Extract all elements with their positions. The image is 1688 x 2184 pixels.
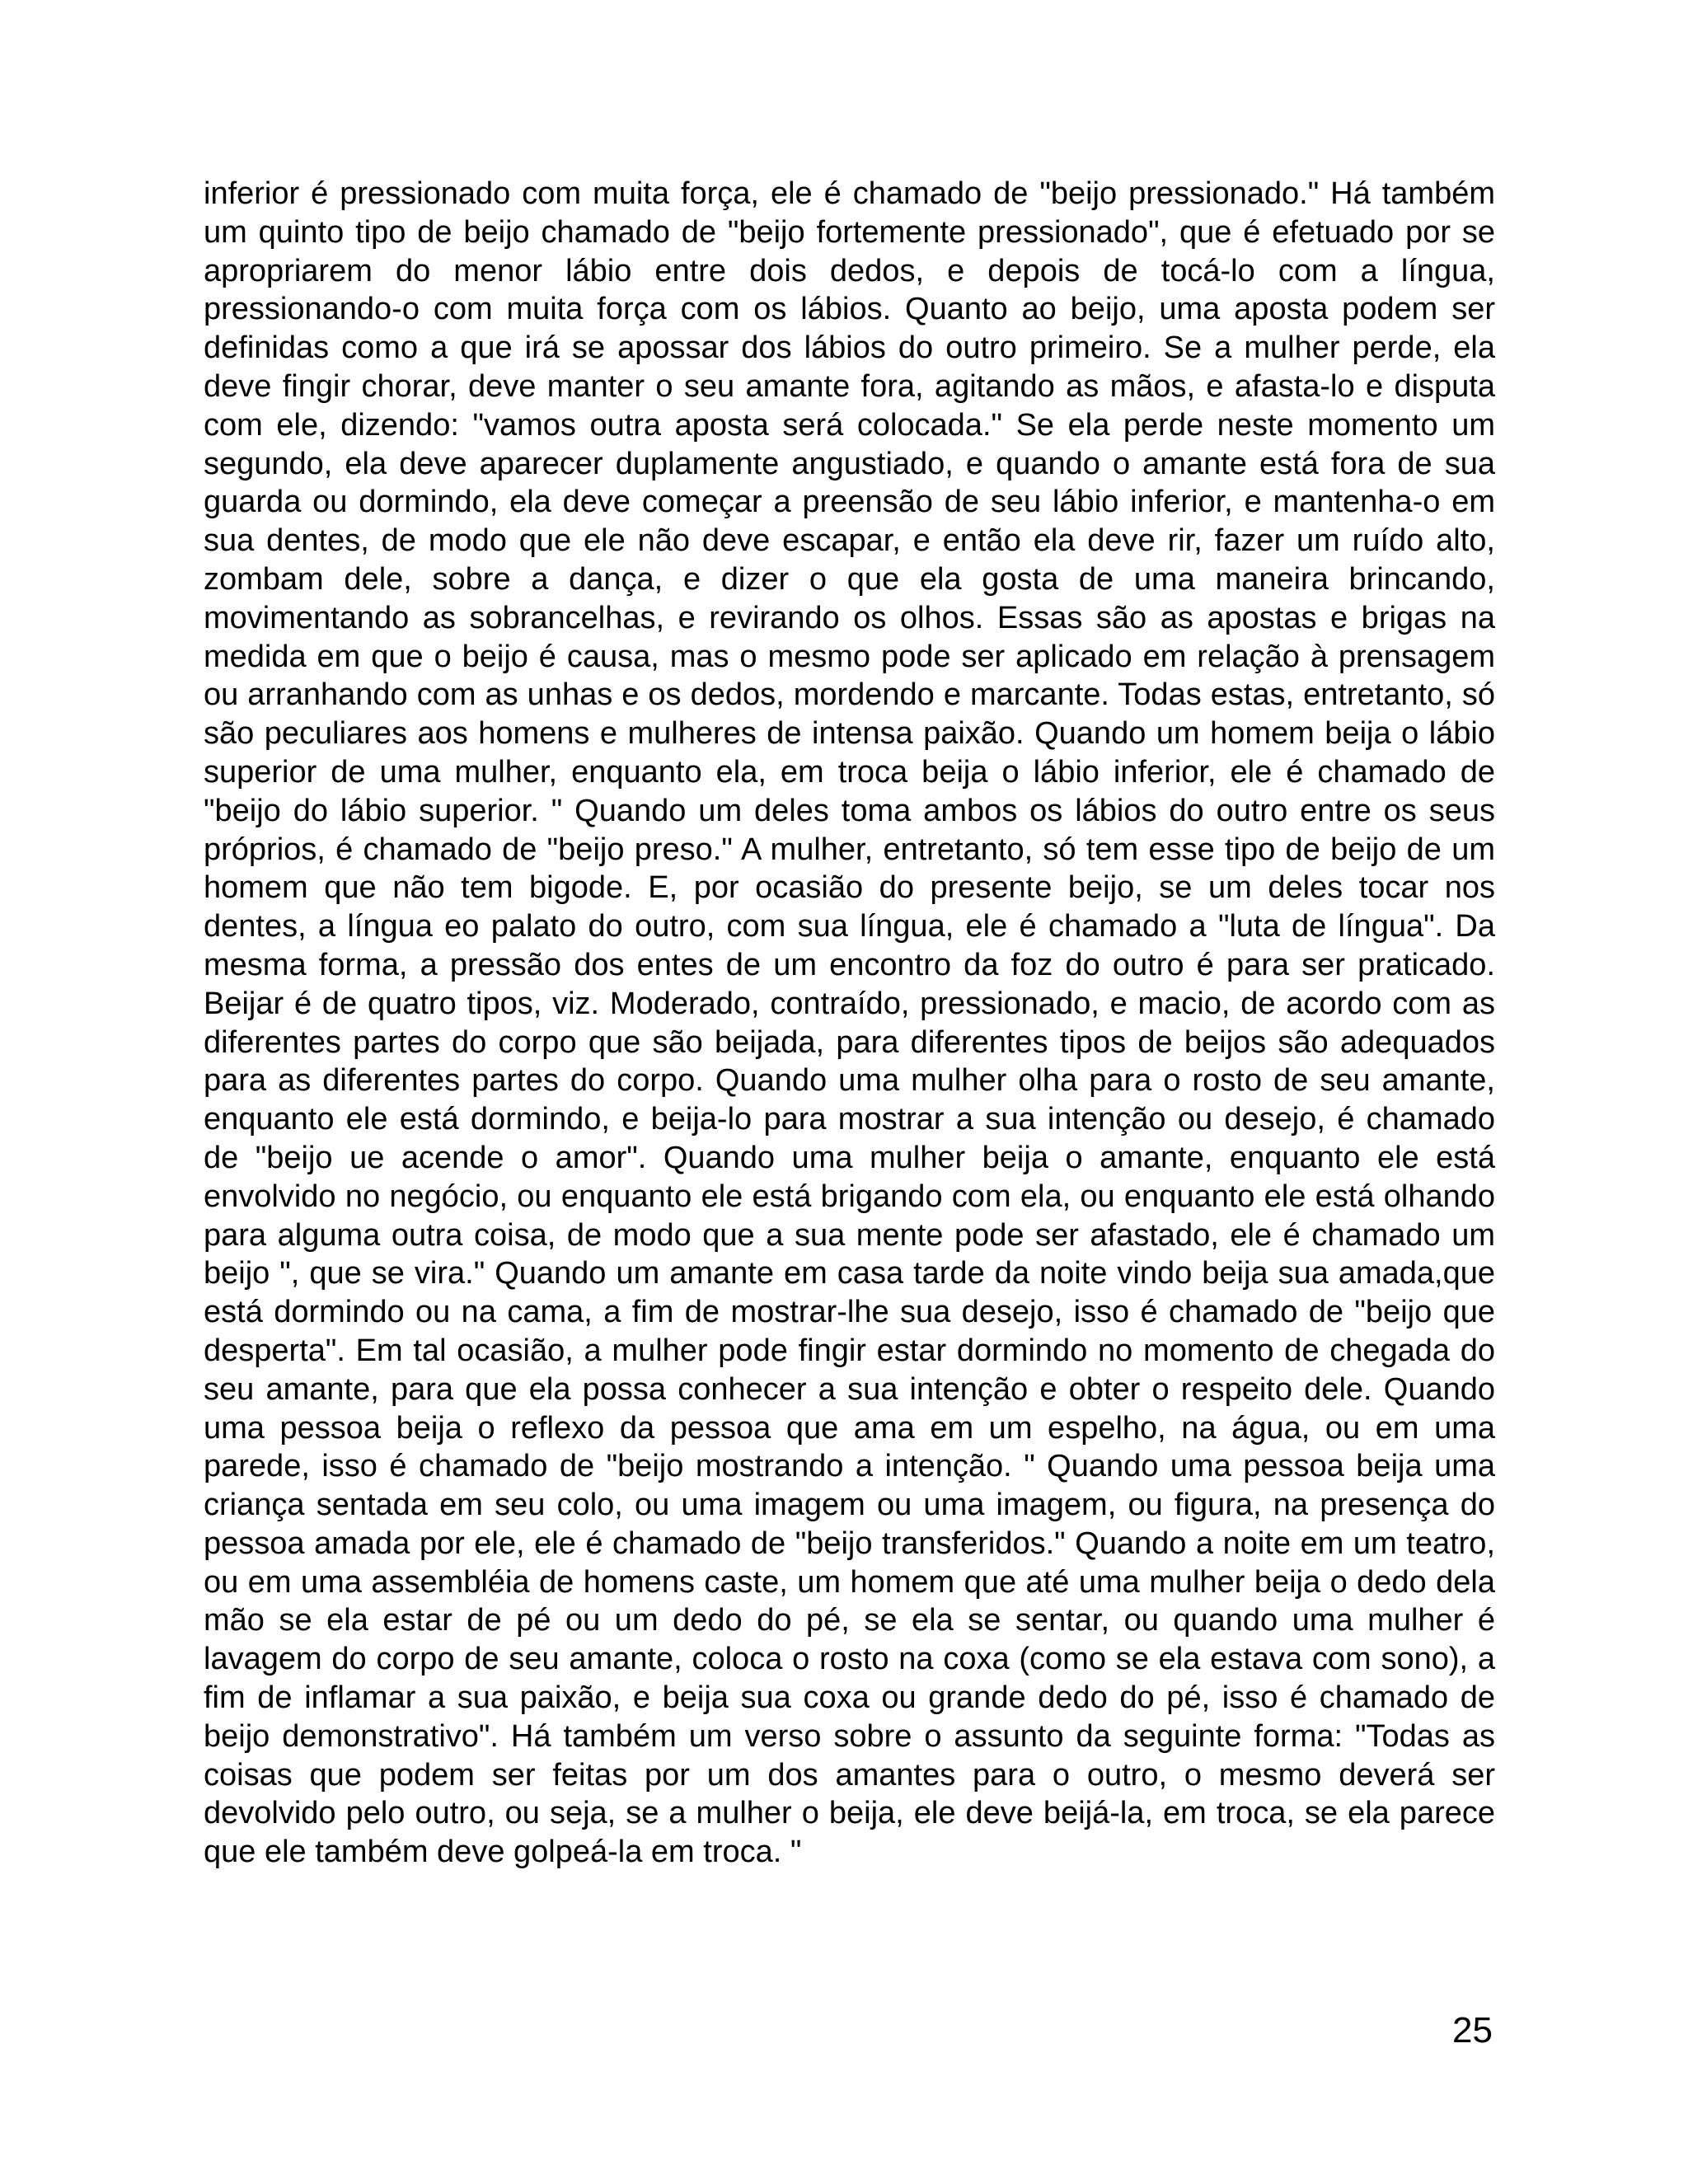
page-number: 25 [1452,2010,1493,2050]
body-paragraph: inferior é pressionado com muita força, ele é chamado de "beijo pressionado." Há também um quinto tipo de beijo chamado de "beijo fortemente pressionado", que é efetuado por se apropriarem do menor lábio entre dois dedos, e depois de tocá-lo com a língua, pressionando-o com muita força com os lábios. Quanto ao beijo, uma aposta podem ser definidas como a que irá se apossar dos lábios do outro primeiro. Se a mulher perde, ela deve fingir chorar, deve manter o seu amante fora, agitando as mãos, e afasta-lo e disputa com ele, dizendo: "vamos outra aposta será colocada." Se ela perde neste momento um segundo, ela deve aparecer duplamente angustiado, e quando o amante está fora de sua guarda ou dormindo, ela deve começar a preensão de seu lábio inferior, e mantenha-o em sua dentes, de modo que ele não deve escapar, e então ela deve rir, fazer um ruído alto, zombam dele, sobre a dança, e dizer o que ela gosta de uma maneira brincando, movimentando as sobrancelhas, e revirando os olhos. Essas são as apostas e brigas na medida em que o beijo é causa, mas o mesmo pode ser aplicado em relação à prensagem ou arranhando com as unhas e os dedos, mordendo e marcante. Todas estas, entretanto, só são peculiares aos homens e mulheres de intensa paixão. Quando um homem beija o lábio superior de uma mulher, enquanto ela, em troca beija o lábio inferior, ele é chamado de "beijo do lábio superior. " Quando um deles toma ambos os lábios do outro entre os seus próprios, é chamado de "beijo preso." A mulher, entretanto, só tem esse tipo de beijo de um homem que não tem bigode. E, por ocasião do presente beijo, se um deles tocar nos dentes, a língua eo palato do outro, com sua língua, ele é chamado a "luta de língua". Da mesma forma, a pressão dos entes de um encontro da foz do outro é para ser praticado. Beijar é de quatro tipos, viz. Moderado, contraído, pressionado, e macio, de acordo com as diferentes partes do corpo que são beijada, para diferentes tipos de beijos são adequados para as diferentes partes do corpo. Quando uma mulher olha para o rosto de seu amante, enquanto ele está dormindo, e beija-lo para mostrar a sua intenção ou desejo, é chamado de "beijo ue acende o amor". Quando uma mulher beija o amante, enquanto ele está envolvido no negócio, ou enquanto ele está brigando com ela, ou enquanto ele está olhando para alguma outra coisa, de modo que a sua mente pode ser afastado, ele é chamado um beijo ", que se vira." Quando um amante em casa tarde da noite vindo beija sua amada,que está dormindo ou na cama, a fim de mostrar-lhe sua desejo, isso é chamado de "beijo que desperta". Em tal ocasião, a mulher pode fingir estar dormindo no momento de chegada do seu amante, para que ela possa conhecer a sua intenção e obter o respeito dele. Quando uma pessoa beija o reflexo da pessoa que ama em um espelho, na água, ou em uma parede, isso é chamado de "beijo mostrando a intenção. " Quando uma pessoa beija uma criança sentada em seu colo, ou uma imagem ou uma imagem, ou figura, na presença do pessoa amada por ele, ele é chamado de "beijo transferidos." Quando a noite em um teatro, ou em uma assembléia de homens caste, um homem que até uma mulher beija o dedo dela mão se ela estar de pé ou um dedo do pé, se ela se sentar, ou quando uma mulher é lavagem do corpo de seu amante, coloca o rosto na coxa (como se ela estava com sono), a fim de inflamar a sua paixão, e beija sua coxa ou grande dedo do pé, isso é chamado de beijo demonstrativo". Há também um verso sobre o assunto da seguinte forma: "Todas as coisas que podem ser feitas por um dos amantes para o outro, o mesmo deverá ser devolvido pelo outro, ou seja, se a mulher o beija, ele deve beijá-la, em troca, se ela parece que ele também deve golpeá-la em troca. " [204,176,1495,1870]
